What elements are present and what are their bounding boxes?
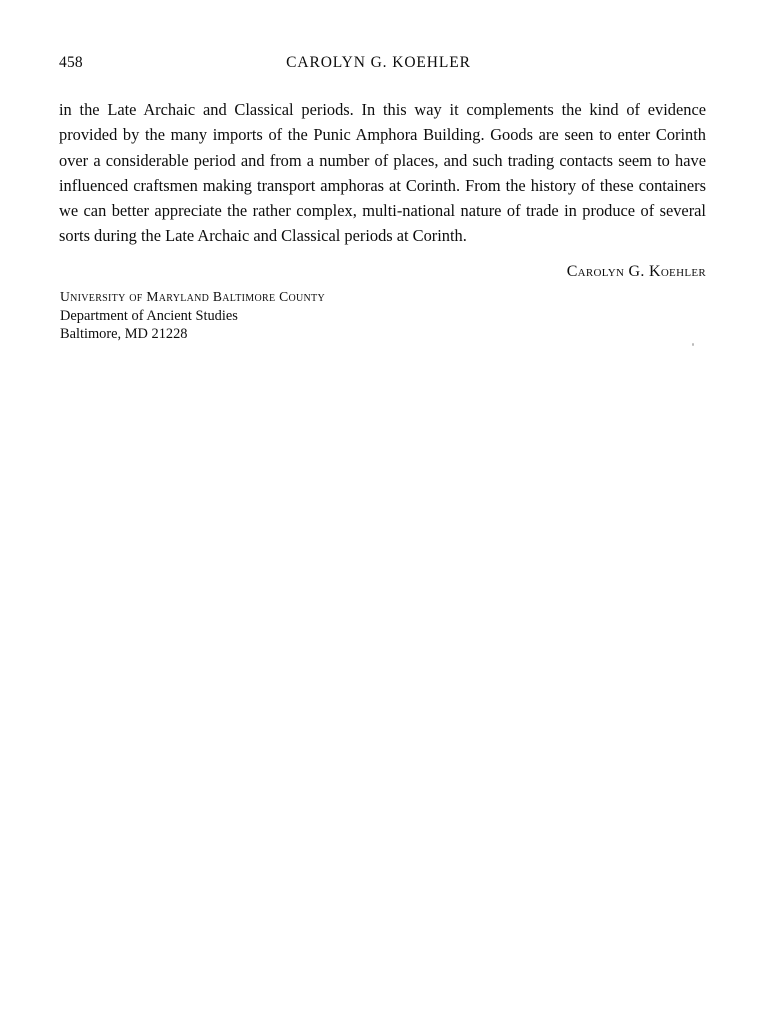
author-signature: Carolyn G. Koehler — [566, 263, 706, 280]
affiliation-address: Baltimore, MD 21228 — [60, 326, 188, 343]
running-head-title: CAROLYN G. KOEHLER — [286, 54, 471, 71]
affiliation-institution: University of Maryland Baltimore County — [60, 289, 325, 304]
author-affiliation — [60, 288, 560, 344]
body-paragraph: in the Late Archaic and Classical periods. In this way it complements the kind of evidence provided by the many imports of the Punic Amphora Building. Goods are seen to enter Corinth over a considerable period and from a number of places, and such trading contacts seem to have influenced craftsmen making transport amphoras at Corinth. From the history of these containers we can better appreciate the rather complex, multi-national nature of trade in produce of several sorts during the Late Archaic and Classical periods at Corinth. — [59, 100, 706, 246]
page-number: 458 — [59, 54, 83, 71]
running-head — [59, 54, 698, 74]
affiliation-department: Department of Ancient Studies — [60, 307, 238, 324]
page-speck — [692, 343, 694, 346]
